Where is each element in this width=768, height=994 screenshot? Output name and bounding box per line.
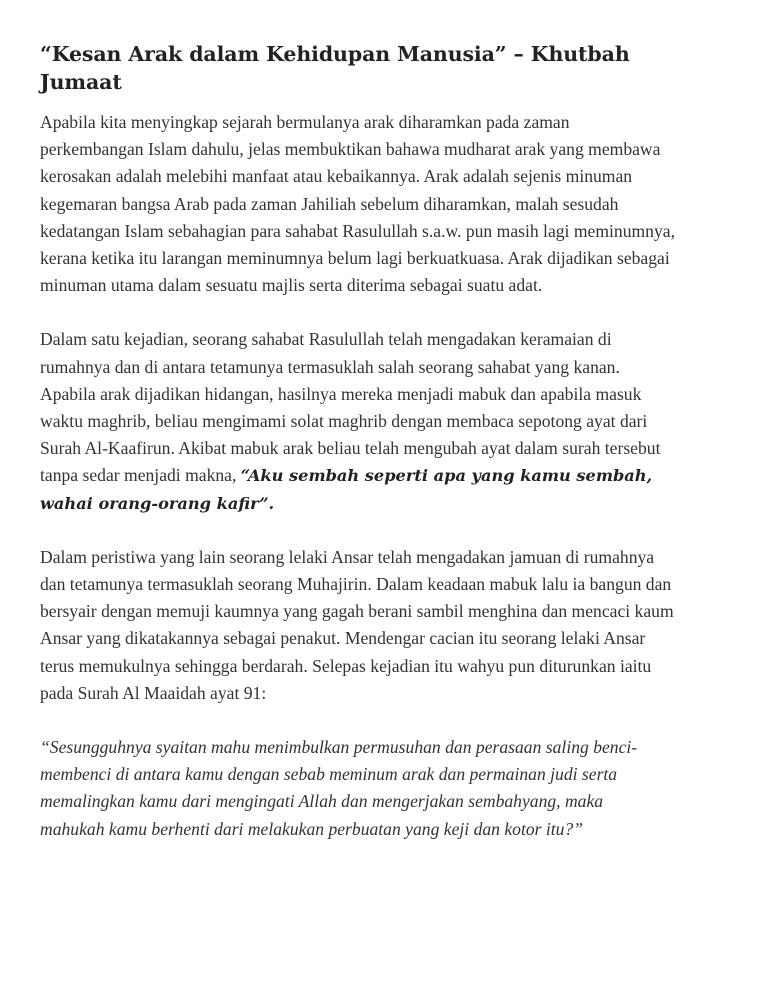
quran-quote-paragraph bbox=[40, 734, 740, 843]
paragraph-line: Surah Al-Kaafirun. Akibat mabuk arak beliau telah mengubah ayat dalam surah tersebut bbox=[40, 438, 661, 459]
document-page bbox=[40, 40, 740, 870]
paragraph-line: dan tetamunya termasuklah seorang Muhajirin. Dalam keadaan mabuk lalu ia bangun dan bbox=[40, 574, 672, 595]
paragraph-line: kegemaran bangsa Arab pada zaman Jahiliah sebelum diharamkan, malah sesudah bbox=[40, 193, 619, 214]
paragraph-line: terus memukulnya sehingga berdarah. Selepas kejadian itu wahyu pun diturunkan iaitu bbox=[40, 655, 652, 676]
paragraph-line: kerana ketika itu larangan meminumnya belum lagi berkuatkuasa. Arak dijadikan sebagai bbox=[40, 248, 670, 269]
document-title bbox=[40, 40, 740, 96]
paragraph-line: waktu maghrib, beliau mengimami solat maghrib dengan membaca sepotong ayat dari bbox=[40, 411, 648, 432]
title-line-1: “Kesan Arak dalam Kehidupan Manusia” – Khutbah bbox=[40, 42, 630, 66]
paragraph-3 bbox=[40, 544, 740, 707]
paragraph-line: Dalam satu kejadian, seorang sahabat Rasulullah telah mengadakan keramaian di bbox=[40, 329, 612, 350]
paragraph-line: “Sesungguhnya syaitan mahu menimbulkan permusuhan dan perasaan saling benci- bbox=[40, 737, 638, 758]
paragraph-1 bbox=[40, 109, 740, 299]
paragraph-line: Ansar yang dikatakannya sebagai penakut. Mendengar cacian itu seorang lelaki Ansar bbox=[40, 628, 646, 649]
title-line-2: Jumaat bbox=[40, 70, 122, 94]
paragraph-line: rumahnya dan di antara tetamunya termasuklah salah seorang sahabat yang kanan. bbox=[40, 356, 620, 377]
paragraph-line: bersyair dengan memuji kaumnya yang gagah berani sambil menghina dan mencaci kaum bbox=[40, 601, 674, 622]
paragraph-line: pada Surah Al Maaidah ayat 91: bbox=[40, 682, 267, 703]
paragraph-line-prefix: tanpa sedar menjadi makna, bbox=[40, 465, 241, 486]
paragraph-line bbox=[40, 462, 740, 489]
paragraph-line bbox=[40, 490, 740, 517]
paragraph-line: membenci di antara kamu dengan sebab meminum arak dan permainan judi serta bbox=[40, 764, 618, 785]
bold-quote-part-2: wahai orang-orang kafir”. bbox=[40, 493, 275, 513]
bold-quote-part-1: “Aku sembah seperti apa yang kamu sembah, bbox=[240, 466, 653, 486]
paragraph-line: kedatangan Islam sebahagian para sahabat Rasulullah s.a.w. pun masih lagi meminumnya, bbox=[40, 220, 675, 241]
paragraph-line: mahukah kamu berhenti dari melakukan perbuatan yang keji dan kotor itu?” bbox=[40, 818, 584, 839]
paragraph-line: minuman utama dalam sesuatu majlis serta diterima sebagai suatu adat. bbox=[40, 275, 543, 296]
paragraph-line: Apabila arak dijadikan hidangan, hasilnya mereka menjadi mabuk dan apabila masuk bbox=[40, 383, 642, 404]
paragraph-2 bbox=[40, 326, 740, 516]
paragraph-line: kerosakan adalah melebihi manfaat atau kebaikannya. Arak adalah sejenis minuman bbox=[40, 166, 633, 187]
paragraph-line: memalingkan kamu dari mengingati Allah dan mengerjakan sembahyang, maka bbox=[40, 791, 604, 812]
paragraph-line: perkembangan Islam dahulu, jelas membuktikan bahawa mudharat arak yang membawa bbox=[40, 139, 661, 160]
paragraph-line: Dalam peristiwa yang lain seorang lelaki Ansar telah mengadakan jamuan di rumahnya bbox=[40, 546, 655, 567]
paragraph-line: Apabila kita menyingkap sejarah bermulanya arak diharamkan pada zaman bbox=[40, 112, 570, 132]
